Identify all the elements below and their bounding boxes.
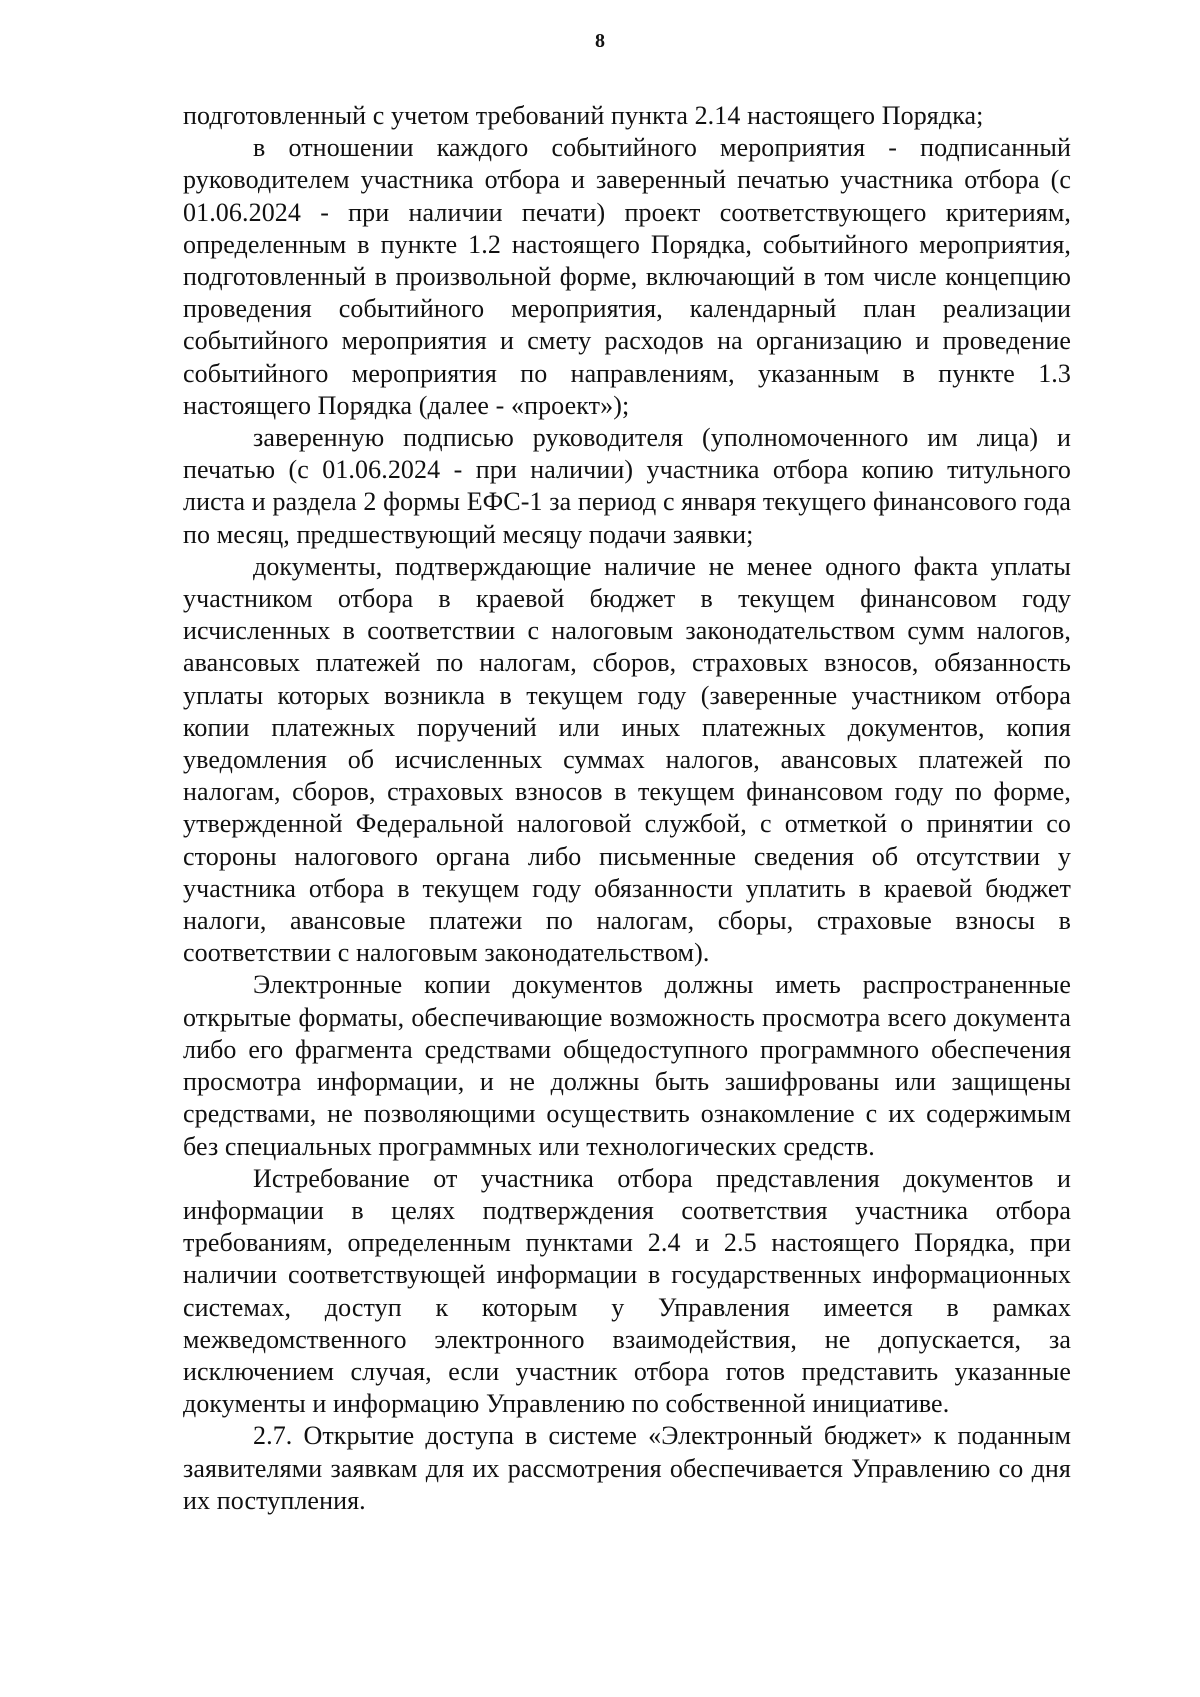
page-number: 8: [595, 30, 605, 52]
paragraph-event-project: в отношении каждого событийного мероприятия - подписанный руководителем участника отбора и заверенный печатью участника отбора (с 01.06.2024 - при наличии печати) проект соответствующего критериям, определенным в пункте 1.2 настоящего Порядка, событийного мероприятия, подготовленный в произвольной форме, включающий в том числе концепцию проведения событийного мероприятия, календарный план реализации событийного мероприятия и смету расходов на организацию и проведение событийного мероприятия по направлениям, указанным в пункте 1.3 настоящего Порядка (далее - «проект»);: [183, 133, 1071, 420]
paragraph-efs1-copy: заверенную подписью руководителя (уполномоченного им лица) и печатью (с 01.06.2024 - при наличии) участника отбора копию титульного листа и раздела 2 формы ЕФС-1 за период с января текущего финансового года по месяц, предшествующий месяцу подачи заявки;: [183, 423, 1071, 549]
paragraph-tax-payment-documents: документы, подтверждающие наличие не менее одного факта уплаты участником отбора в краевой бюджет в текущем финансовом году исчисленных в соответствии с налоговым законодательством сумм налогов, авансовых платежей по налогам, сборов, страховых взносов, обязанность уплаты которых возникла в текущем году (заверенные участником отбора копии платежных поручений или иных платежных документов, копия уведомления об исчисленных суммах налогов, авансовых платежей по налогам, сборов, страховых взносов в текущем финансовом году по форме, утвержденной Федеральной налоговой службой, с отметкой о принятии со стороны налогового органа либо письменные сведения об отсутствии у участника отбора в текущем году обязанности уплатить в краевой бюджет налоги, авансовые платежи по налогам, сборы, страховые взносы в соответствии с налоговым законодательством).: [183, 551, 1071, 968]
paragraph-continuation: подготовленный с учетом требований пункта 2.14 настоящего Порядка;: [183, 101, 984, 130]
paragraph-2-7: 2.7. Открытие доступа в системе «Электронный бюджет» к поданным заявителями заявкам для их рассмотрения обеспечивается Управлению со дня их поступления.: [183, 1421, 1071, 1515]
paragraph-document-request: Истребование от участника отбора представления документов и информации в целях подтверждения соответствия участника отбора требованиям, определенным пунктами 2.4 и 2.5 настоящего Порядка, при наличии соответствующей информации в государственных информационных системах, доступ к которым у Управления имеется в рамках межведомственного электронного взаимодействия, не допускается, за исключением случая, если участник отбора готов представить указанные документы и информацию Управлению по собственной инициативе.: [183, 1163, 1071, 1419]
document-body: [183, 100, 1071, 1517]
paragraph-electronic-copies: Электронные копии документов должны иметь распространенные открытые форматы, обеспечивающие возможность просмотра всего документа либо его фрагмента средствами общедоступного программного обеспечения просмотра информации, и не должны быть зашифрованы или защищены средствами, не позволяющими осуществить ознакомление с их содержимым без специальных программных или технологических средств.: [183, 970, 1071, 1161]
